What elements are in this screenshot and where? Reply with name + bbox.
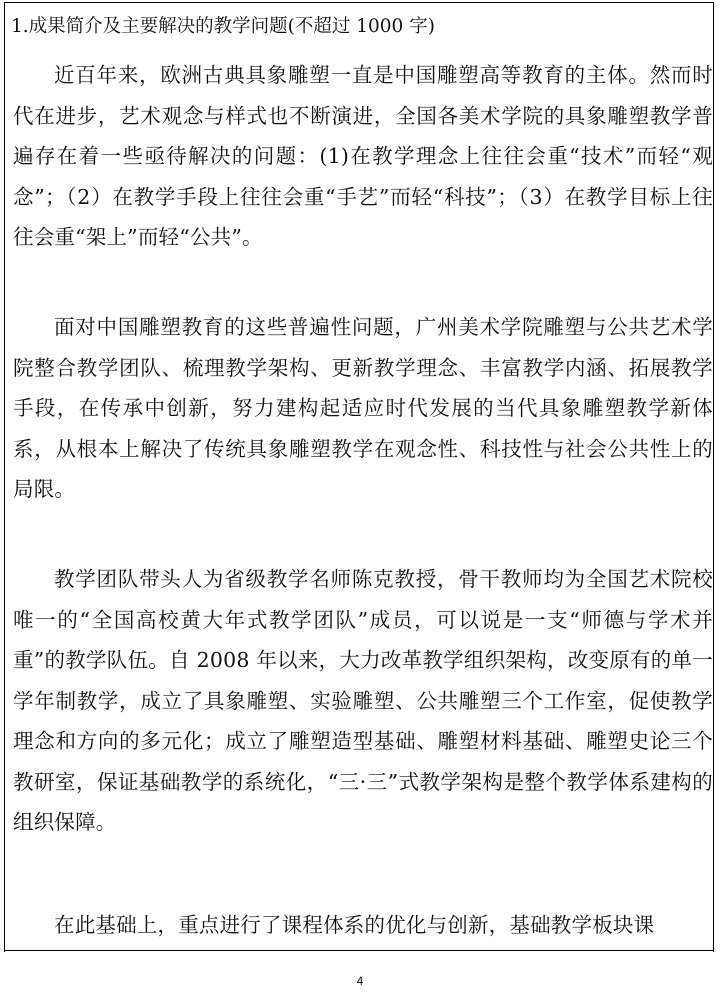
paragraph-2: 面对中国雕塑教育的这些普遍性问题，广州美术学院雕塑与公共艺术学院整合教学团队、梳理教学架构、更新教学理念、丰富教学内涵、拓展教学手段，在传承中创新，努力建构起适应时代发展的当代具象雕塑教学新体系，从根本上解决了传统具象雕塑教学在观念性、科技性与社会公共性上的局限。 (13, 315, 713, 501)
paragraph-1: 近百年来，欧洲古典具象雕塑一直是中国雕塑高等教育的主体。然而时代在进步，艺术观念与样式也不断演进，全国各美术学院的具象雕塑教学普遍存在着一些亟待解决的问题：(1)在教学理念上往往会重“技术”而轻“观念”；（2）在教学手段上往往会重“手艺”而轻“科技”；（3）在教学目标上往往会重“架上”而轻“公共”。 (13, 63, 713, 249)
page-number: 4 (356, 974, 364, 988)
content-box (4, 2, 714, 952)
paragraph-4: 在此基础上，重点进行了课程体系的优化与创新，基础教学板块课 (54, 913, 655, 937)
content-box-bottom-border (4, 950, 714, 951)
section-heading: 1.成果简介及主要解决的教学问题(不超过 1000 字) (11, 16, 435, 37)
paragraph-3: 教学团队带头人为省级教学名师陈克教授，骨干教师均为全国艺术院校唯一的“全国高校黄大年式教学团队”成员，可以说是一支“师德与学术并重”的教学队伍。自 2008 年以来，大力改革教学组织架构，改变原有的单一学年制教学，成立了具象雕塑、实验雕塑、公共雕塑三个工作室，促使教学理念和方向的多元化；成立了雕塑造型基础、雕塑材料基础、雕塑史论三个教研室，保证基础教学的系统化，“三·三”式教学架构是整个教学体系建构的组织保障。 (13, 567, 713, 834)
